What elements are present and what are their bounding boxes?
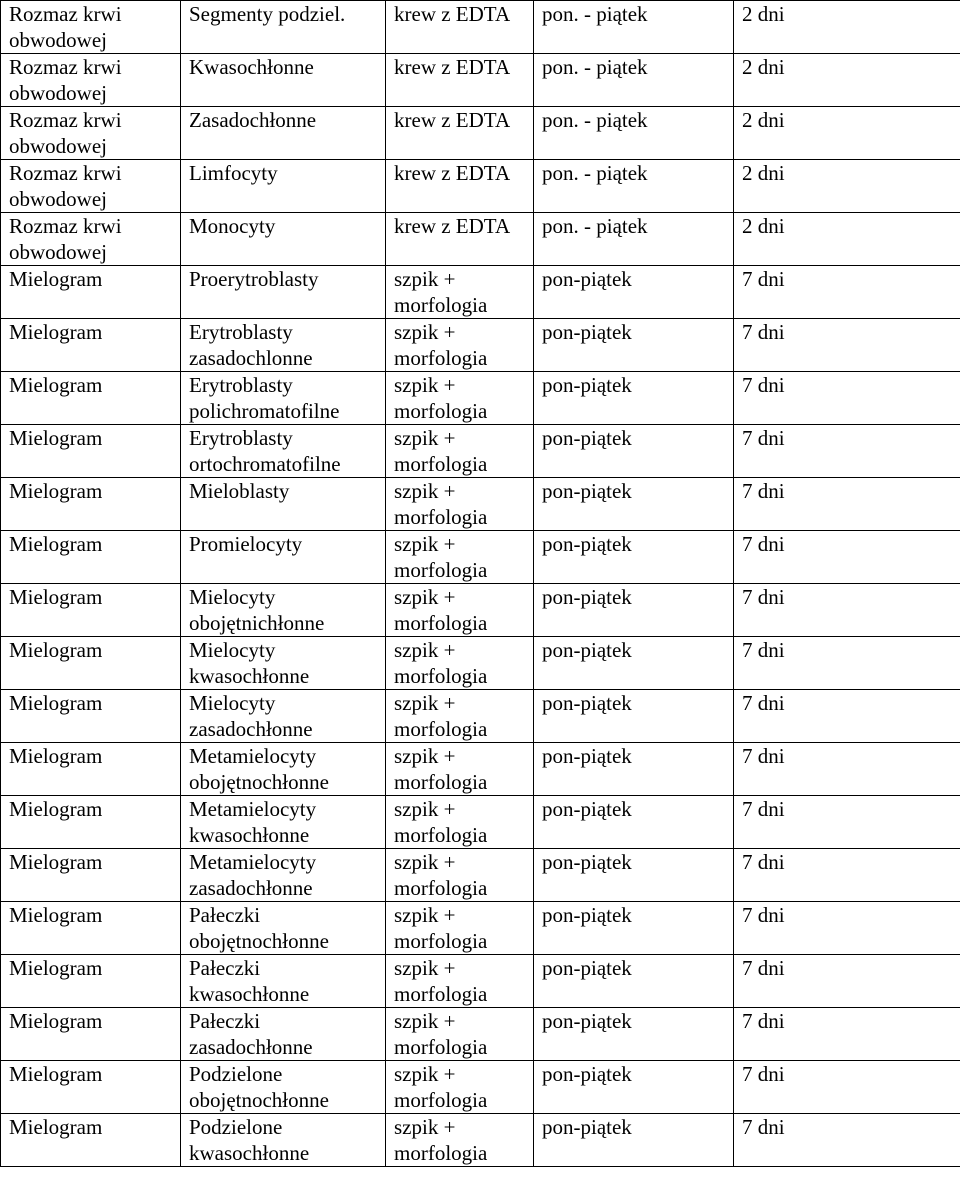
parameter-cell: Mieloblasty — [181, 478, 386, 531]
category-cell: Rozmaz krwi obwodowej — [1, 54, 181, 107]
parameter-cell: Promielocyty — [181, 531, 386, 584]
category-cell: Mielogram — [1, 955, 181, 1008]
turnaround-cell: 7 dni — [734, 637, 960, 690]
parameter-cell: Podzielone kwasochłonne — [181, 1114, 386, 1167]
turnaround-cell: 7 dni — [734, 1114, 960, 1167]
parameter-cell: Erytroblasty polichromatofilne — [181, 372, 386, 425]
schedule-cell: pon-piątek — [534, 690, 734, 743]
table-row — [1, 213, 960, 266]
material-cell: szpik + morfologia — [386, 584, 534, 637]
table-row — [1, 319, 960, 372]
schedule-cell: pon-piątek — [534, 425, 734, 478]
parameter-cell: Pałeczki zasadochłonne — [181, 1008, 386, 1061]
schedule-cell: pon. - piątek — [534, 54, 734, 107]
parameter-cell: Mielocyty obojętnichłonne — [181, 584, 386, 637]
parameter-cell: Segmenty podziel. — [181, 1, 386, 54]
turnaround-cell: 2 dni — [734, 213, 960, 266]
schedule-cell: pon-piątek — [534, 796, 734, 849]
category-cell: Mielogram — [1, 478, 181, 531]
parameter-cell: Zasadochłonne — [181, 107, 386, 160]
schedule-cell: pon-piątek — [534, 1008, 734, 1061]
material-cell: krew z EDTA — [386, 107, 534, 160]
table-row — [1, 637, 960, 690]
table-row — [1, 266, 960, 319]
table-row — [1, 1114, 960, 1167]
parameter-cell: Proerytroblasty — [181, 266, 386, 319]
turnaround-cell: 7 dni — [734, 531, 960, 584]
schedule-cell: pon-piątek — [534, 902, 734, 955]
material-cell: krew z EDTA — [386, 160, 534, 213]
turnaround-cell: 2 dni — [734, 160, 960, 213]
category-cell: Mielogram — [1, 849, 181, 902]
category-cell: Rozmaz krwi obwodowej — [1, 213, 181, 266]
parameter-cell: Pałeczki obojętnochłonne — [181, 902, 386, 955]
schedule-cell: pon-piątek — [534, 1114, 734, 1167]
schedule-cell: pon. - piątek — [534, 160, 734, 213]
category-cell: Mielogram — [1, 1008, 181, 1061]
turnaround-cell: 7 dni — [734, 690, 960, 743]
schedule-cell: pon-piątek — [534, 849, 734, 902]
turnaround-cell: 7 dni — [734, 266, 960, 319]
table-row — [1, 160, 960, 213]
category-cell: Mielogram — [1, 1114, 181, 1167]
parameter-cell: Metamielocyty zasadochłonne — [181, 849, 386, 902]
parameter-cell: Mielocyty kwasochłonne — [181, 637, 386, 690]
schedule-cell: pon-piątek — [534, 584, 734, 637]
category-cell: Mielogram — [1, 266, 181, 319]
material-cell: szpik + morfologia — [386, 478, 534, 531]
material-cell: szpik + morfologia — [386, 637, 534, 690]
schedule-cell: pon-piątek — [534, 319, 734, 372]
schedule-cell: pon-piątek — [534, 637, 734, 690]
schedule-cell: pon. - piątek — [534, 213, 734, 266]
category-cell: Mielogram — [1, 690, 181, 743]
material-cell: szpik + morfologia — [386, 266, 534, 319]
category-cell: Rozmaz krwi obwodowej — [1, 160, 181, 213]
category-cell: Mielogram — [1, 796, 181, 849]
parameter-cell: Erytroblasty zasadochlonne — [181, 319, 386, 372]
table-row — [1, 425, 960, 478]
category-cell: Rozmaz krwi obwodowej — [1, 1, 181, 54]
category-cell: Mielogram — [1, 319, 181, 372]
parameter-cell: Metamielocyty obojętnochłonne — [181, 743, 386, 796]
schedule-cell: pon-piątek — [534, 1061, 734, 1114]
turnaround-cell: 7 dni — [734, 425, 960, 478]
turnaround-cell: 7 dni — [734, 1008, 960, 1061]
schedule-cell: pon. - piątek — [534, 107, 734, 160]
material-cell: szpik + morfologia — [386, 743, 534, 796]
material-cell: szpik + morfologia — [386, 849, 534, 902]
turnaround-cell: 7 dni — [734, 1061, 960, 1114]
table-row — [1, 478, 960, 531]
material-cell: krew z EDTA — [386, 54, 534, 107]
table-row — [1, 690, 960, 743]
material-cell: krew z EDTA — [386, 1, 534, 54]
table-row — [1, 743, 960, 796]
turnaround-cell: 7 dni — [734, 955, 960, 1008]
turnaround-cell: 2 dni — [734, 54, 960, 107]
turnaround-cell: 7 dni — [734, 584, 960, 637]
category-cell: Mielogram — [1, 1061, 181, 1114]
category-cell: Mielogram — [1, 372, 181, 425]
table-row — [1, 849, 960, 902]
category-cell: Mielogram — [1, 637, 181, 690]
schedule-cell: pon. - piątek — [534, 1, 734, 54]
turnaround-cell: 7 dni — [734, 902, 960, 955]
material-cell: szpik + morfologia — [386, 372, 534, 425]
turnaround-cell: 7 dni — [734, 372, 960, 425]
turnaround-cell: 7 dni — [734, 849, 960, 902]
turnaround-cell: 2 dni — [734, 107, 960, 160]
table-row — [1, 955, 960, 1008]
turnaround-cell: 7 dni — [734, 743, 960, 796]
schedule-cell: pon-piątek — [534, 478, 734, 531]
table-row — [1, 372, 960, 425]
turnaround-cell: 7 dni — [734, 478, 960, 531]
material-cell: szpik + morfologia — [386, 955, 534, 1008]
material-cell: szpik + morfologia — [386, 319, 534, 372]
category-cell: Mielogram — [1, 531, 181, 584]
parameter-cell: Kwasochłonne — [181, 54, 386, 107]
table-row — [1, 531, 960, 584]
table-row — [1, 54, 960, 107]
turnaround-cell: 7 dni — [734, 319, 960, 372]
table-row — [1, 1008, 960, 1061]
category-cell: Mielogram — [1, 902, 181, 955]
table-row — [1, 107, 960, 160]
table-row — [1, 796, 960, 849]
parameter-cell: Metamielocyty kwasochłonne — [181, 796, 386, 849]
turnaround-cell: 2 dni — [734, 1, 960, 54]
material-cell: szpik + morfologia — [386, 531, 534, 584]
parameter-cell: Erytroblasty ortochromatofilne — [181, 425, 386, 478]
parameter-cell: Pałeczki kwasochłonne — [181, 955, 386, 1008]
parameter-cell: Podzielone obojętnochłonne — [181, 1061, 386, 1114]
material-cell: szpik + morfologia — [386, 1008, 534, 1061]
material-cell: szpik + morfologia — [386, 796, 534, 849]
table-row — [1, 584, 960, 637]
schedule-cell: pon-piątek — [534, 955, 734, 1008]
table-row — [1, 1, 960, 54]
parameter-cell: Mielocyty zasadochłonne — [181, 690, 386, 743]
schedule-cell: pon-piątek — [534, 531, 734, 584]
category-cell: Rozmaz krwi obwodowej — [1, 107, 181, 160]
material-cell: szpik + morfologia — [386, 690, 534, 743]
category-cell: Mielogram — [1, 584, 181, 637]
schedule-cell: pon-piątek — [534, 372, 734, 425]
material-cell: szpik + morfologia — [386, 1114, 534, 1167]
schedule-cell: pon-piątek — [534, 266, 734, 319]
parameter-cell: Monocyty — [181, 213, 386, 266]
table-row — [1, 1061, 960, 1114]
parameter-cell: Limfocyty — [181, 160, 386, 213]
turnaround-cell: 7 dni — [734, 796, 960, 849]
category-cell: Mielogram — [1, 425, 181, 478]
schedule-cell: pon-piątek — [534, 743, 734, 796]
table-body — [1, 1, 960, 1167]
table-row — [1, 902, 960, 955]
category-cell: Mielogram — [1, 743, 181, 796]
material-cell: szpik + morfologia — [386, 425, 534, 478]
material-cell: krew z EDTA — [386, 213, 534, 266]
material-cell: szpik + morfologia — [386, 1061, 534, 1114]
material-cell: szpik + morfologia — [386, 902, 534, 955]
